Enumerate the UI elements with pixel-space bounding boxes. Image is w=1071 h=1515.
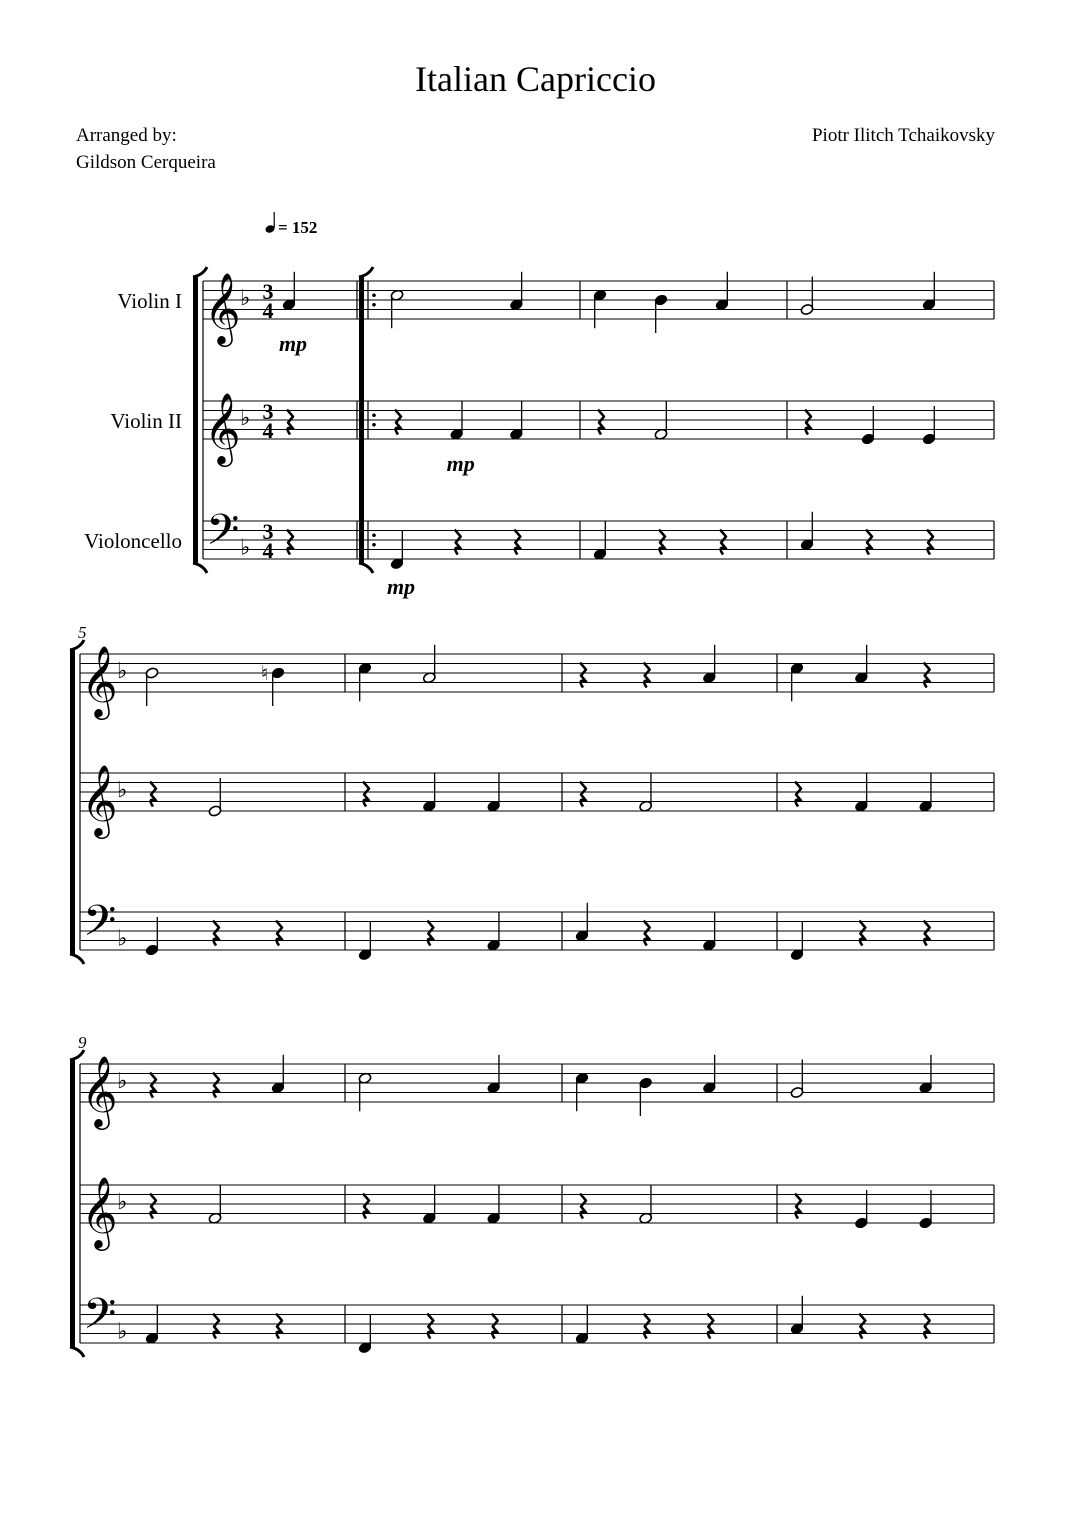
quarter-rest: [427, 921, 433, 946]
repeat-hook-bottom: [359, 563, 373, 573]
quarter-rest: [859, 1314, 865, 1339]
arranged-by-label: Arranged by:: [76, 125, 177, 146]
system-bracket: [70, 1060, 75, 1347]
measure-number: 9: [78, 1033, 87, 1052]
dynamic-mp: mp: [386, 573, 416, 599]
quarter-rest: [213, 1073, 219, 1098]
quarter-rest: [707, 1314, 713, 1339]
quarter-rest: [395, 410, 401, 435]
quarter-rest: [213, 921, 219, 946]
flat-icon: ♭: [240, 406, 251, 431]
instrument-label: Violin II: [110, 409, 182, 433]
quarter-rest: [924, 663, 930, 688]
bracket-hook-bottom: [70, 1347, 84, 1357]
measure-number: 5: [78, 623, 87, 642]
time-signature-top: 3: [262, 279, 274, 304]
system-bracket: [70, 650, 75, 954]
quarter-rest: [363, 1194, 369, 1219]
quarter-rest: [795, 782, 801, 807]
quarter-rest: [150, 1194, 156, 1219]
treble-clef-icon: 𝄞: [204, 271, 241, 344]
instrument-label: Violoncello: [84, 529, 182, 553]
instrument-label: Violin I: [117, 289, 182, 313]
repeat-hook-top: [359, 267, 373, 277]
quarter-rest: [924, 1314, 930, 1339]
quarter-rest: [859, 921, 865, 946]
quarter-rest: [644, 921, 650, 946]
quarter-rest: [927, 530, 933, 555]
quarter-rest: [659, 530, 665, 555]
flat-icon: ♭: [240, 535, 251, 561]
quarter-rest: [363, 782, 369, 807]
quarter-rest: [580, 1194, 586, 1219]
flat-icon: ♭: [117, 1319, 128, 1345]
quarter-rest: [580, 663, 586, 688]
time-signature-bottom: 4: [262, 418, 274, 443]
arranger-name: Gildson Cerqueira: [76, 152, 216, 173]
page-title: Italian Capriccio: [415, 59, 656, 99]
flat-icon: ♭: [117, 778, 128, 803]
quarter-rest: [924, 921, 930, 946]
bass-clef-icon: 𝄢: [206, 505, 240, 566]
quarter-rest: [287, 410, 293, 435]
quarter-rest: [287, 530, 293, 555]
quarter-rest: [427, 1314, 433, 1339]
treble-clef-icon: 𝄞: [81, 1054, 118, 1127]
repeat-dot: [372, 293, 376, 297]
repeat-dot: [372, 423, 376, 427]
quarter-rest: [514, 530, 520, 555]
quarter-rest: [805, 410, 811, 435]
repeat-dot: [372, 303, 376, 307]
bass-clef-icon: 𝄢: [83, 896, 117, 957]
repeat-thick-barline: [359, 277, 364, 563]
composer-name: Piotr Ilitch Tchaikovsky: [811, 125, 995, 146]
bracket-hook-bottom: [193, 563, 207, 573]
tempo-marking: = 152: [278, 218, 318, 237]
treble-clef-icon: 𝄞: [204, 391, 241, 464]
flat-icon: ♭: [117, 1069, 128, 1094]
treble-clef-icon: 𝄞: [81, 644, 118, 717]
time-signature-bottom: 4: [262, 538, 274, 563]
flat-icon: ♭: [117, 659, 128, 684]
dynamic-mp: mp: [446, 451, 475, 476]
quarter-rest: [580, 782, 586, 807]
flat-icon: ♭: [240, 286, 251, 311]
time-signature-top: 3: [262, 399, 274, 424]
quarter-rest: [720, 530, 726, 555]
time-signature-top: 3: [262, 519, 274, 544]
quarter-rest: [276, 921, 282, 946]
quarter-rest: [866, 530, 872, 555]
flat-icon: ♭: [117, 1190, 128, 1215]
repeat-dot: [372, 543, 376, 547]
quarter-rest: [150, 782, 156, 807]
quarter-rest: [644, 1314, 650, 1339]
quarter-rest: [644, 663, 650, 688]
dynamic-mp: mp: [278, 331, 308, 356]
time-signature-bottom: 4: [262, 298, 274, 323]
quarter-rest: [795, 1194, 801, 1219]
bass-clef-icon: 𝄢: [83, 1289, 117, 1350]
flat-icon: ♭: [117, 926, 128, 952]
natural-icon: ♮: [261, 661, 269, 685]
quarter-rest: [455, 530, 461, 555]
quarter-rest: [492, 1314, 498, 1339]
repeat-dot: [372, 533, 376, 537]
quarter-rest: [150, 1073, 156, 1098]
repeat-dot: [372, 413, 376, 417]
bracket-hook-bottom: [70, 954, 84, 964]
quarter-rest: [213, 1314, 219, 1339]
system-bracket: [193, 277, 198, 563]
treble-clef-icon: 𝄞: [81, 1175, 118, 1248]
quarter-rest: [598, 410, 604, 435]
quarter-rest: [276, 1314, 282, 1339]
treble-clef-icon: 𝄞: [81, 763, 118, 836]
